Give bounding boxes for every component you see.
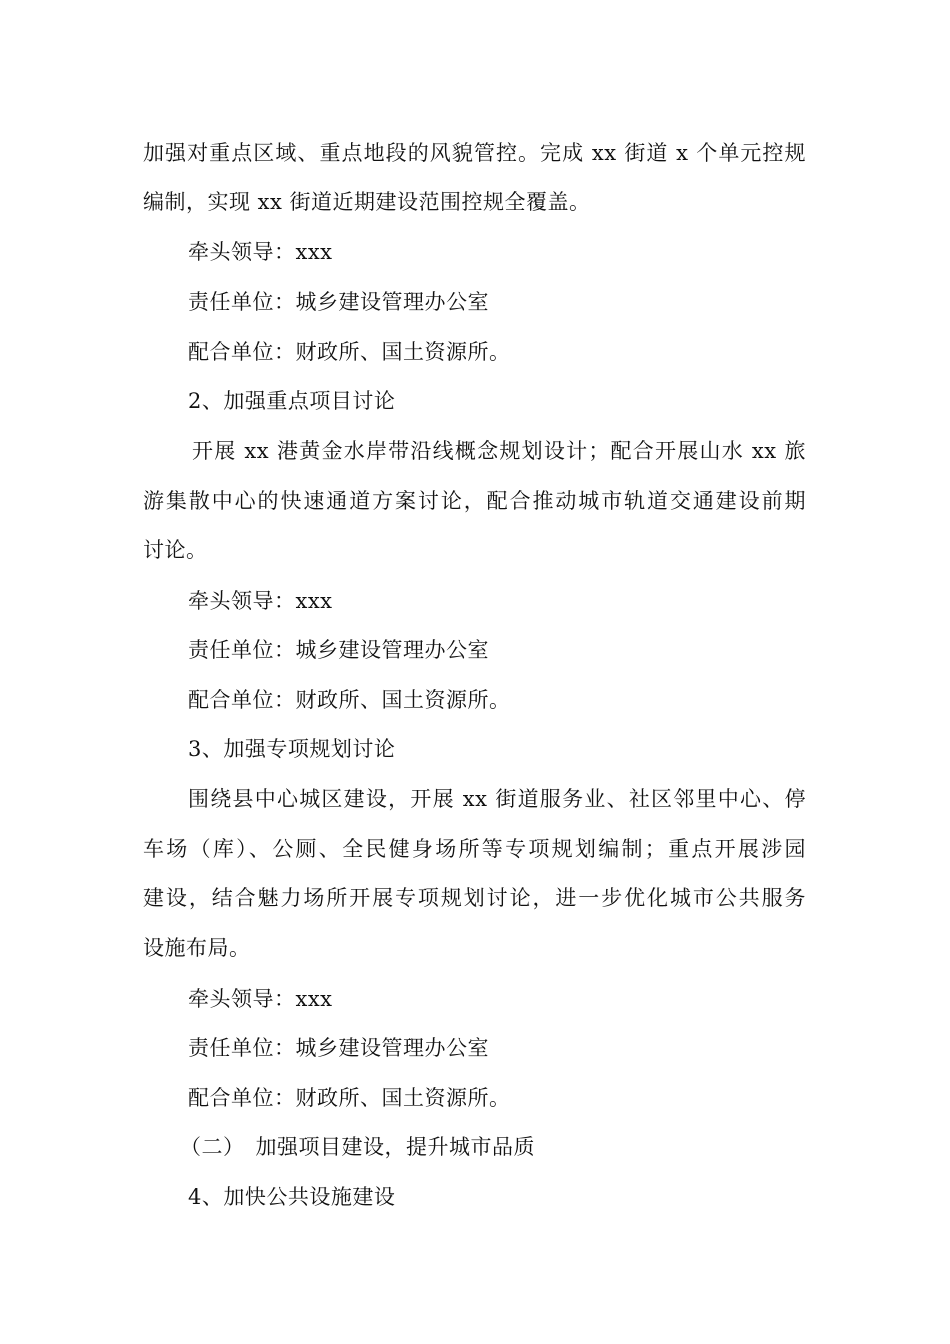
lead-leader-line: 牵头领导：xxx [188,589,333,613]
responsible-unit-line: 责任单位：城乡建设管理办公室 [188,290,489,314]
paragraph-line: 围绕县中心城区建设，开展 xx 街道服务业、社区邻里中心、停 [188,787,806,811]
cooperating-unit-line: 配合单位：财政所、国土资源所。 [188,1086,511,1110]
responsible-unit-line: 责任单位：城乡建设管理办公室 [188,1036,489,1060]
item-heading: 4、加快公共设施建设 [188,1185,396,1209]
paragraph-line: 建设，结合魅力场所开展专项规划讨论，进一步优化城市公共服务 [143,886,806,910]
paragraph-line: 讨论。 [143,538,208,562]
section-heading: （二） 加强项目建设，提升城市品质 [180,1135,535,1159]
paragraph-line: 车场（库）、公厕、全民健身场所等专项规划编制；重点开展涉园 [143,837,806,861]
paragraph-line: 编制，实现 xx 街道近期建设范围控规全覆盖。 [143,190,591,214]
item-heading: 3、加强专项规划讨论 [188,737,396,761]
cooperating-unit-line: 配合单位：财政所、国土资源所。 [188,340,511,364]
cooperating-unit-line: 配合单位：财政所、国土资源所。 [188,688,511,712]
paragraph-line: 设施布局。 [143,936,251,960]
paragraph-line: 开展 xx 港黄金水岸带沿线概念规划设计；配合开展山水 xx 旅 [192,439,806,463]
responsible-unit-line: 责任单位：城乡建设管理办公室 [188,638,489,662]
lead-leader-line: 牵头领导：xxx [188,987,333,1011]
paragraph-line: 游集散中心的快速通道方案讨论，配合推动城市轨道交通建设前期 [143,489,806,513]
item-heading: 2、加强重点项目讨论 [188,389,396,413]
paragraph-line: 加强对重点区域、重点地段的风貌管控。完成 xx 街道 x 个单元控规 [143,141,806,165]
lead-leader-line: 牵头领导：xxx [188,240,333,264]
